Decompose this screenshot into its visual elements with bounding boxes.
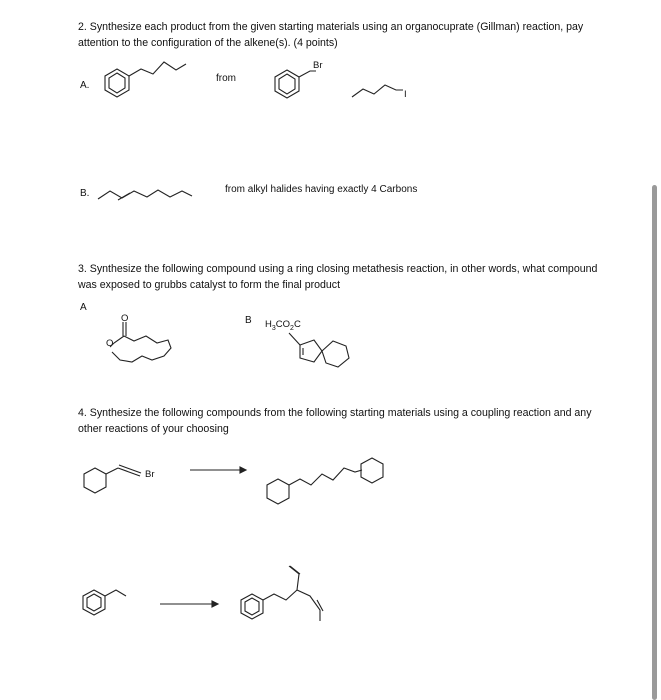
q3-part-b-label: B bbox=[245, 315, 252, 326]
q2b-diene-structure bbox=[98, 190, 192, 200]
q2a-benzyl-bromide-structure bbox=[275, 70, 316, 98]
question-4-text: 4. Synthesize the following compounds from the following starting materials using a coupling reaction and any other reactions of your choosing bbox=[78, 407, 592, 435]
q3a-lactone-structure bbox=[110, 322, 171, 362]
vertical-scrollbar[interactable] bbox=[652, 185, 657, 700]
question-2-text: 2. Synthesize each product from the given starting materials using an organocuprate (Gillman) reaction, pay attention to the configuration of the alkene(s). (4 points) bbox=[78, 21, 584, 49]
q2-part-b-note: from alkyl halides having exactly 4 Carbons bbox=[225, 184, 418, 195]
q3-ester-3: 3 bbox=[271, 324, 276, 332]
q3-ester-h: H bbox=[265, 319, 272, 330]
q3-ester-co: CO bbox=[275, 319, 291, 330]
q4-bromine-label: Br bbox=[145, 469, 155, 480]
q2-iodine-label: I bbox=[404, 89, 407, 100]
question-3-text: 3. Synthesize the following compound using a ring closing metathesis reaction, in other words, what compound was exposed to grubbs catalyst to form the final product bbox=[78, 263, 598, 291]
q3-ester-2: 2 bbox=[290, 324, 294, 332]
q2-part-a-label: A. bbox=[80, 80, 90, 91]
q2a-product-structure bbox=[105, 62, 186, 97]
q4-reaction-2 bbox=[83, 566, 323, 621]
q3-ring-oxygen-label: O bbox=[106, 338, 114, 349]
q2-part-b-label: B. bbox=[80, 188, 90, 199]
q3-ester-c: C bbox=[293, 319, 301, 330]
q3-part-a-label: A bbox=[80, 302, 87, 313]
q2-from-label: from bbox=[216, 73, 236, 84]
q2-bromine-label: Br bbox=[313, 60, 323, 71]
q3-carbonyl-oxygen-label: O bbox=[121, 313, 129, 324]
q4-reaction-1 bbox=[84, 458, 383, 504]
q2a-alkenyl-iodide-structure bbox=[352, 85, 403, 97]
q3b-bicyclic-structure bbox=[289, 333, 349, 367]
